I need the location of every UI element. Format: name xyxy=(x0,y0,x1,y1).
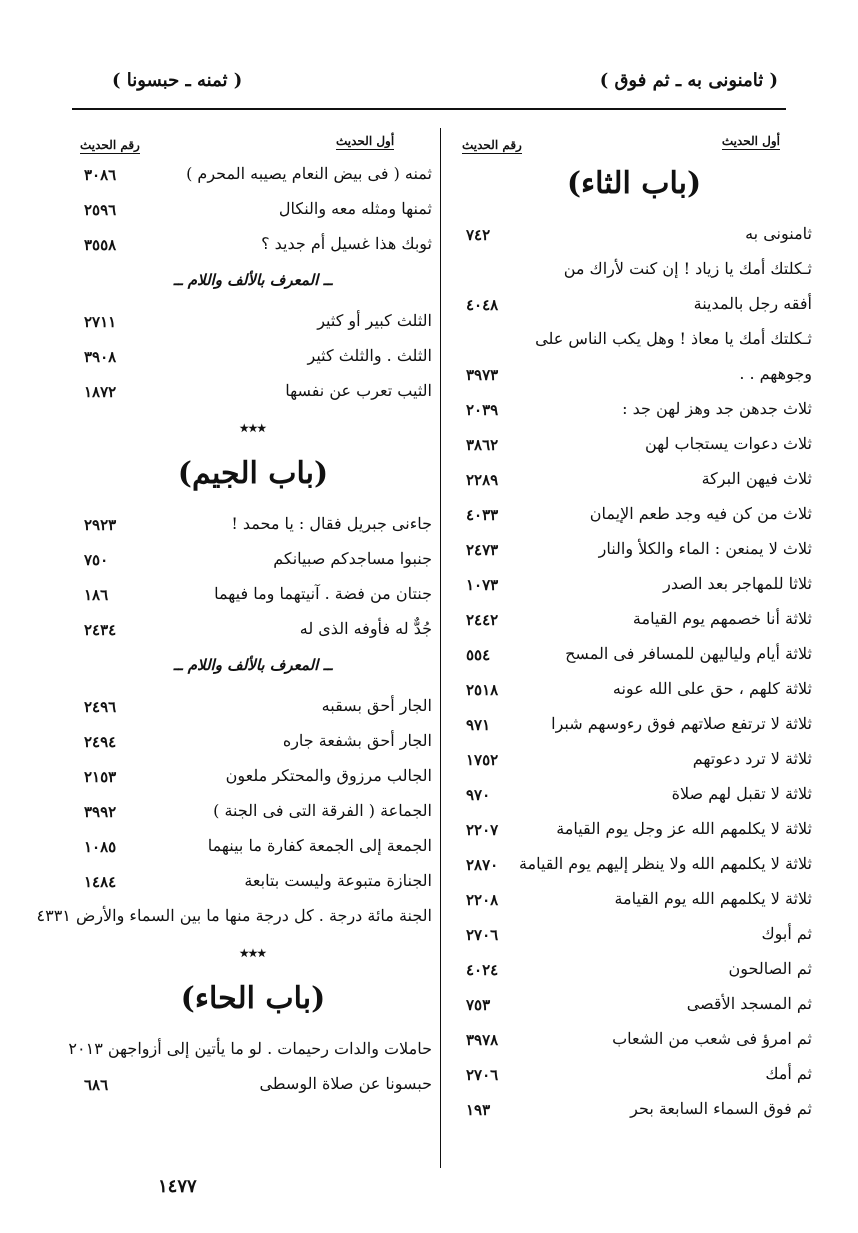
entry-text: ثلاثة أنا خصمهم يوم القيامة xyxy=(632,609,812,628)
column-header xyxy=(74,128,432,158)
entry-number: ٤٠٣٣ xyxy=(466,506,499,524)
entry-text: ثمنه ( فى بيض النعام يصيبه المحرم ) xyxy=(186,164,432,183)
entry-text: الثيب تعرب عن نفسها xyxy=(285,381,432,400)
index-entry xyxy=(456,988,812,1023)
entry-text: الثلث . والثلث كثير xyxy=(307,346,432,365)
index-entry xyxy=(74,613,432,648)
entry-number: ٢٠٣٩ xyxy=(466,401,499,419)
index-entry xyxy=(456,743,812,778)
entry-text: الجماعة ( الفرقة التى فى الجنة ) xyxy=(213,801,432,820)
entry-text: الجنازة متبوعة وليست بتابعة xyxy=(244,871,432,890)
entry-number: ٢٧١١ xyxy=(84,313,117,331)
entry-number: ٧٥٣ xyxy=(466,996,491,1014)
entry-text: ثمنها ومثله معه والنكال xyxy=(278,199,432,218)
index-entry xyxy=(68,1033,432,1068)
entry-text: جُدٌّ له فأوفه الذى له xyxy=(299,619,432,638)
index-entry xyxy=(74,578,432,613)
index-entry xyxy=(456,498,812,533)
entry-number: ٣٠٨٦ xyxy=(84,166,117,184)
entry-text: الجار أحق بسقبه xyxy=(321,696,432,715)
index-entry xyxy=(456,218,812,253)
entry-text: جنبوا مساجدكم صبيانكم xyxy=(273,549,432,568)
index-entry xyxy=(74,508,432,543)
section-definite-article: ــ المعرف بالألف واللام ــ xyxy=(173,656,333,674)
left-rows-c xyxy=(74,508,432,648)
entry-number: ١٠٧٣ xyxy=(466,576,499,594)
entry-number: ٧٤٢ xyxy=(466,226,491,244)
entry-text: الجالب مرزوق والمحتكر ملعون xyxy=(225,766,432,785)
header-hadith-number: رقم الحديث xyxy=(462,138,522,152)
section-title-tha: (باب الثاء) xyxy=(566,166,702,201)
entry-text: ثلاث فيهن البركة xyxy=(701,469,812,488)
entry-number: ١٤٨٤ xyxy=(84,873,117,891)
entry-text: ثم فوق السماء السابعة بحر xyxy=(630,1099,812,1118)
entry-number: ٢٧٠٦ xyxy=(466,926,499,944)
index-entry xyxy=(456,603,812,638)
index-entry xyxy=(456,533,812,568)
entry-text: ثـكلتك أمك يا معاذ ! وهل يكب الناس على xyxy=(535,329,812,348)
header-first-hadith: أول الحديث xyxy=(336,134,395,148)
asterism-divider: ٭٭٭ xyxy=(239,418,267,437)
left-rows-e xyxy=(68,1033,432,1103)
entry-text: ثلاثة لا ترد دعوتهم xyxy=(692,749,812,768)
entry-number: ٢٢٠٧ xyxy=(466,821,499,839)
index-entry xyxy=(456,813,812,848)
right-rows xyxy=(456,218,812,1128)
index-entry xyxy=(456,568,812,603)
index-entry xyxy=(456,1023,812,1058)
entry-number: ٢٤٣٤ xyxy=(84,621,117,639)
asterism-divider: ٭٭٭ xyxy=(239,943,267,962)
entry-number: ١٨٧٢ xyxy=(84,383,117,401)
column-divider xyxy=(440,128,441,1168)
index-entry xyxy=(456,848,812,883)
entry-number: ١٧٥٢ xyxy=(466,751,499,769)
entry-text: الجار أحق بشفعة جاره xyxy=(282,731,432,750)
index-entry xyxy=(74,543,432,578)
header-hadith-number: رقم الحديث xyxy=(80,138,140,152)
index-entry xyxy=(456,253,812,288)
running-head-right: ( ثامنونى به ـ ثم فوق ) xyxy=(599,70,778,91)
index-entry xyxy=(456,463,812,498)
index-entry xyxy=(456,883,812,918)
entry-text: ثم أبوك xyxy=(761,924,812,943)
entry-number: ٢٤٧٣ xyxy=(466,541,499,559)
header-rule xyxy=(72,108,786,110)
entry-number: ٦٨٦ xyxy=(84,1076,109,1094)
entry-number: ٣٨٦٢ xyxy=(466,436,499,454)
entry-text: وجوههم . . xyxy=(739,364,812,383)
entry-text: الجمعة إلى الجمعة كفارة ما بينهما xyxy=(207,836,432,855)
page-number: ١٤٧٧ xyxy=(158,1176,197,1197)
entry-text: ثلاثة لا يكلمهم الله يوم القيامة xyxy=(614,889,812,908)
entry-number: ٢٤٤٢ xyxy=(466,611,499,629)
entry-number: ٣٩٩٢ xyxy=(84,803,117,821)
entry-text: ثم أمك xyxy=(765,1064,812,1083)
entry-text: جاءنى جبريل فقال : يا محمد ! xyxy=(231,514,432,533)
entry-number: ٢٥٩٦ xyxy=(84,201,117,219)
index-entry xyxy=(456,953,812,988)
entry-number: ٢٢٨٩ xyxy=(466,471,499,489)
entry-number: ٣٩٠٨ xyxy=(84,348,117,366)
index-entry xyxy=(456,323,812,358)
entry-number: ٢٤٩٤ xyxy=(84,733,117,751)
section-title-jim: (باب الجيم) xyxy=(177,456,329,491)
index-entry xyxy=(456,708,812,743)
index-entry xyxy=(456,428,812,463)
index-entry xyxy=(74,305,432,340)
index-entry xyxy=(74,340,432,375)
running-head-left: ( ثمنه ـ حبسونا ) xyxy=(112,70,243,91)
entry-text: حبسونا عن صلاة الوسطى xyxy=(259,1074,432,1093)
entry-number: ١٠٨٥ xyxy=(84,838,117,856)
entry-number: ٢٩٢٣ xyxy=(84,516,117,534)
entry-text: ثـكلتك أمك يا زياد ! إن كنت لأراك من xyxy=(563,259,812,278)
index-entry xyxy=(36,900,432,935)
entry-number: ٢٧٠٦ xyxy=(466,1066,499,1084)
entry-number: ٢٤٩٦ xyxy=(84,698,117,716)
header-first-hadith: أول الحديث xyxy=(721,134,780,148)
index-entry xyxy=(456,638,812,673)
entry-number: ٣٩٧٣ xyxy=(466,366,499,384)
entry-text: ثم المسجد الأقصى xyxy=(686,994,812,1013)
entry-number: ٧٥٠ xyxy=(84,551,109,569)
entry-text: ثم امرؤ فى شعب من الشعاب xyxy=(612,1029,812,1048)
index-entry xyxy=(74,193,432,228)
entry-text: ثلاثة لا تقبل لهم صلاة xyxy=(671,784,812,803)
index-entry xyxy=(74,760,432,795)
entry-text: ثامنونى به xyxy=(745,224,812,243)
entry-text: الثلث كبير أو كثير xyxy=(317,311,432,330)
entry-number: ٤٠٤٨ xyxy=(466,296,499,314)
entry-number: ٥٥٤ xyxy=(466,646,491,664)
entry-number: ٩٧٠ xyxy=(466,786,491,804)
entry-number: ٢٨٧٠ xyxy=(466,856,499,874)
entry-text: ثلاثة لا يكلمهم الله ولا ينظر إليهم يوم القيامة xyxy=(518,854,812,873)
entry-number: ٢٥١٨ xyxy=(466,681,499,699)
index-entry xyxy=(456,393,812,428)
left-rows-b xyxy=(74,305,432,410)
entry-text: ثلاثة أيام ولياليهن للمسافر فى المسح xyxy=(565,644,812,663)
entry-number: ٢٢٠٨ xyxy=(466,891,499,909)
index-entry xyxy=(74,690,432,725)
index-entry xyxy=(456,1093,812,1128)
entry-text: ثلاث جدهن جد وهز لهن جد : xyxy=(622,399,812,418)
entry-text: ثلاثا للمهاجر بعد الصدر xyxy=(663,574,812,593)
column-header xyxy=(456,128,812,158)
entry-number: ٣٩٧٨ xyxy=(466,1031,499,1049)
entry-text: ثوبك هذا غسيل أم جديد ؟ xyxy=(261,234,432,253)
entry-text: ثلاث من كن فيه وجد طعم الإيمان xyxy=(589,504,812,523)
index-entry xyxy=(456,918,812,953)
entry-text: حاملات والدات رحيمات . لو ما يأتين إلى أزواجهن ٢٠١٣ xyxy=(68,1039,432,1058)
entry-number: ٤٠٢٤ xyxy=(466,961,499,979)
section-title-ha: (باب الحاء) xyxy=(180,981,326,1016)
entry-number: ٢١٥٣ xyxy=(84,768,117,786)
index-entry xyxy=(456,778,812,813)
entry-text: ثلاثة لا ترتفع صلاتهم فوق رءوسهم شبرا xyxy=(551,714,812,733)
index-entry xyxy=(74,228,432,263)
left-rows-a xyxy=(74,158,432,263)
index-entry xyxy=(456,1058,812,1093)
index-entry xyxy=(74,725,432,760)
index-entry xyxy=(74,158,432,193)
section-definite-article: ــ المعرف بالألف واللام ــ xyxy=(173,271,333,289)
index-entry xyxy=(74,830,432,865)
left-rows-d xyxy=(36,690,432,935)
index-entry xyxy=(456,673,812,708)
left-column xyxy=(36,128,432,1103)
entry-text: ثلاثة كلهم ، حق على الله عونه xyxy=(612,679,812,698)
entry-text: ثم الصالحون xyxy=(728,959,812,978)
index-entry xyxy=(74,865,432,900)
index-entry xyxy=(456,288,812,323)
index-entry xyxy=(74,375,432,410)
entry-number: ١٨٦ xyxy=(84,586,109,604)
index-entry xyxy=(456,358,812,393)
entry-number: ٩٧١ xyxy=(466,716,491,734)
entry-text: أفقه رجل بالمدينة xyxy=(693,294,812,313)
entry-number: ٣٥٥٨ xyxy=(84,236,117,254)
right-column xyxy=(456,128,812,1128)
index-entry xyxy=(74,795,432,830)
entry-text: ثلاث لا يمنعن : الماء والكلأ والنار xyxy=(598,539,812,558)
index-entry xyxy=(74,1068,432,1103)
entry-text: جنتان من فضة . آنيتهما وما فيهما xyxy=(214,584,432,603)
entry-number: ١٩٣ xyxy=(466,1101,491,1119)
entry-text: ثلاث دعوات يستجاب لهن xyxy=(644,434,812,453)
entry-text: ثلاثة لا يكلمهم الله عز وجل يوم القيامة xyxy=(556,819,812,838)
entry-text: الجنة مائة درجة . كل درجة منها ما بين السماء والأرض ٤٣٣١ xyxy=(36,906,432,925)
